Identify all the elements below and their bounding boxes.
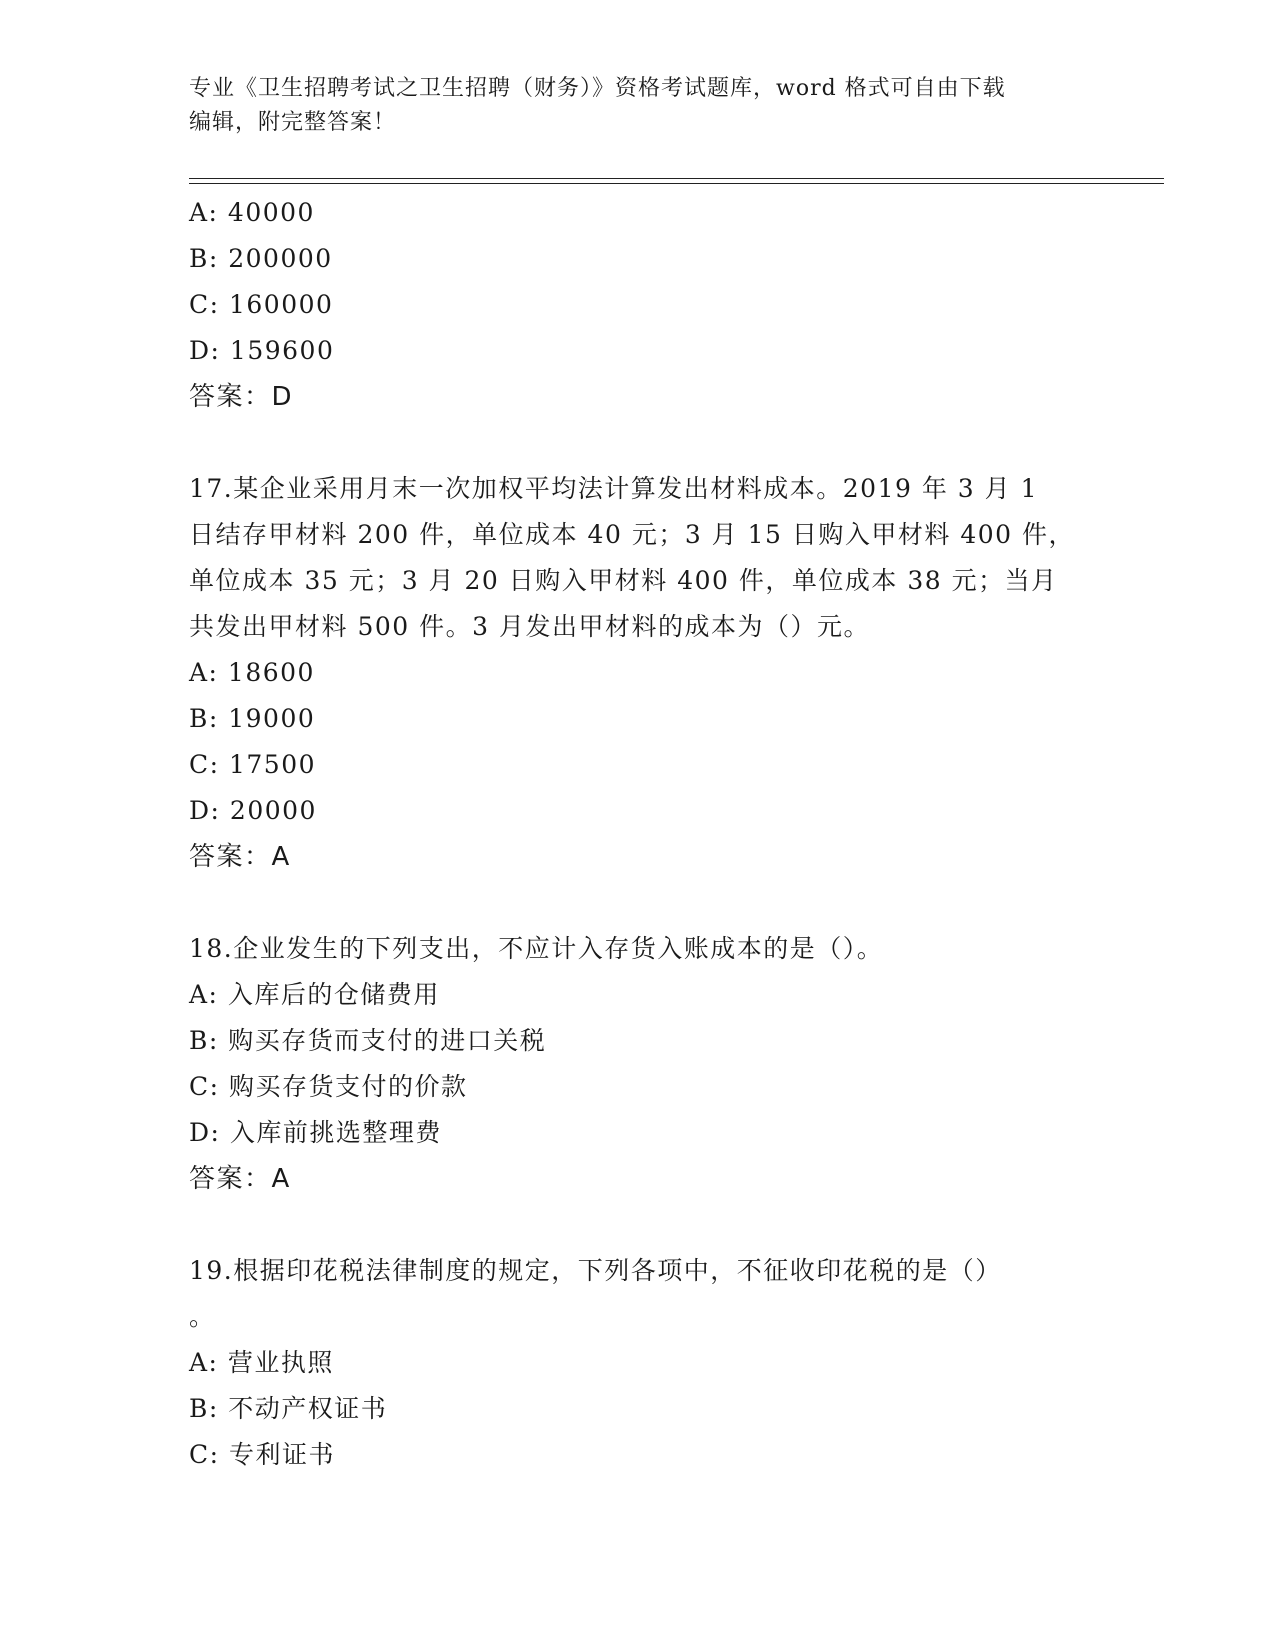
option-a: A: 入库后的仓储费用 [189, 980, 440, 1009]
option-c: C: 购买存货支付的价款 [189, 1072, 468, 1101]
option-b: B: 不动产权证书 [189, 1394, 388, 1423]
question-text-line: 17.某企业采用月末一次加权平均法计算发出材料成本。2019 年 3 月 1 [189, 474, 1038, 503]
answer: 答案：D [189, 382, 294, 412]
question-16 [189, 190, 1089, 420]
answer: 答案：A [189, 842, 291, 872]
question-text-line: 共发出甲材料 500 件。3 月发出甲材料的成本为（）元。 [189, 612, 870, 641]
option-d: D: 入库前挑选整理费 [189, 1118, 442, 1147]
header-divider [189, 178, 1164, 184]
question-text-line: 单位成本 35 元；3 月 20 日购入甲材料 400 件，单位成本 38 元；当月 [189, 566, 1058, 595]
document-header [189, 72, 1069, 140]
question-17 [189, 466, 1089, 880]
option-b: B: 19000 [189, 704, 316, 733]
option-d: D: 159600 [189, 336, 335, 365]
question-list [189, 190, 1089, 1478]
header-line-2: 编辑，附完整答案！ [189, 110, 397, 135]
option-c: C: 160000 [189, 290, 334, 319]
question-text-line: 。 [189, 1302, 216, 1331]
option-a: A: 营业执照 [189, 1348, 334, 1377]
option-b: B: 购买存货而支付的进口关税 [189, 1026, 547, 1055]
option-b: B: 200000 [189, 244, 333, 273]
option-c: C: 17500 [189, 750, 317, 779]
option-d: D: 20000 [189, 796, 317, 825]
question-19 [189, 1248, 1089, 1478]
answer: 答案：A [189, 1164, 291, 1194]
option-c: C: 专利证书 [189, 1440, 335, 1469]
question-text-line: 日结存甲材料 200 件，单位成本 40 元；3 月 15 日购入甲材料 400 件， [189, 520, 1075, 549]
header-line-1: 专业《卫生招聘考试之卫生招聘（财务）》资格考试题库，word 格式可自由下载 [189, 76, 1006, 101]
option-a: A: 40000 [189, 198, 315, 227]
question-text-line: 18.企业发生的下列支出，不应计入存货入账成本的是（）。 [189, 934, 884, 963]
question-18 [189, 926, 1089, 1202]
option-a: A: 18600 [189, 658, 315, 687]
question-text-line: 19.根据印花税法律制度的规定，下列各项中，不征收印花税的是（） [189, 1256, 1002, 1285]
